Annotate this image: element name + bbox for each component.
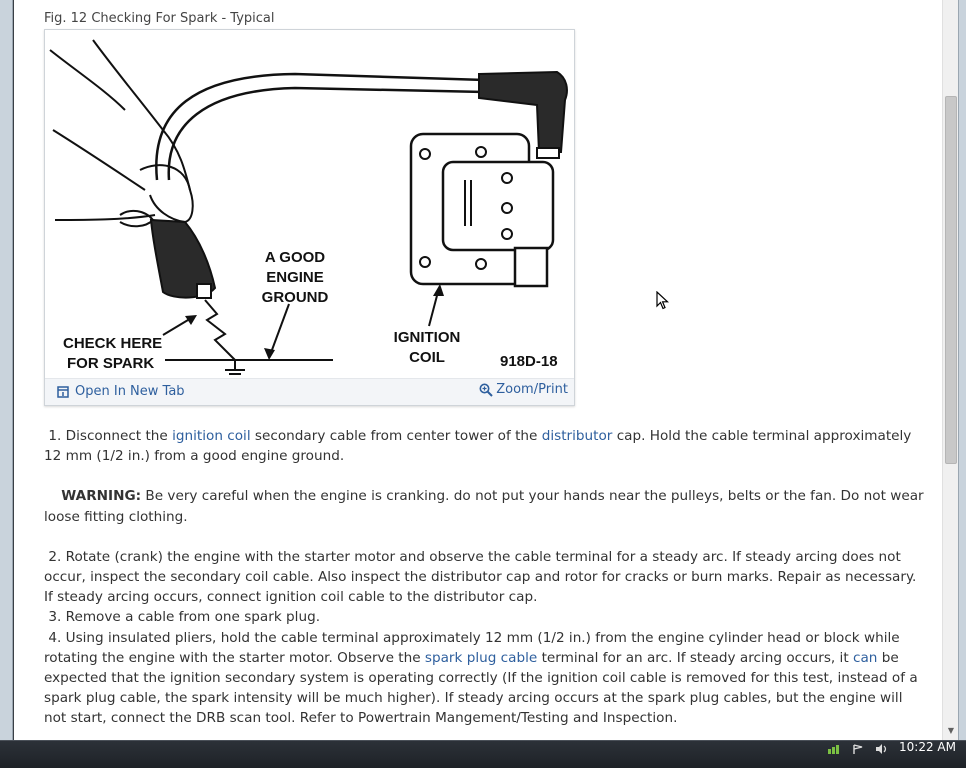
step-4-text-b: terminal for an arc. If steady arcing occurs, it	[537, 649, 853, 666]
step-4-text-c: be expected that the ignition secondary system is operating correctly (If the ignition coil cable is removed for this test, instead of a spark plug cable, the spark intensity will be much higher). If steady arcing occurs at the spark plug cables, but the engine will not start, connect the DRB scan tool. Refer to Powertrain Mangement/Testing and Inspection.	[44, 649, 918, 727]
step-4	[44, 628, 924, 729]
ignition-coil-link[interactable]: ignition coil	[172, 428, 251, 444]
can-link[interactable]: can	[852, 649, 878, 666]
step-2-text: 2. Rotate (crank) the engine with the starter motor and observe the cable terminal for a steady arc. If steady arcing does not occur, inspect the secondary coil cable. Also inspect the distributor cap and rotor for cracks or burn marks. Repair as necessary. If steady arcing occurs, connect ignition coil cable to the distributor cap.	[44, 548, 917, 606]
step-1-text-c: cap. Hold the cable terminal approximately 12 mm (1/2 in.) from a good engine ground.	[44, 428, 912, 465]
open-in-new-tab-icon	[57, 386, 69, 398]
step-4-text-a: 4. Using insulated pliers, hold the cable terminal approximately 12 mm (1/2 in.) from the engine cylinder head or block while rotating the engine with the starter motor. Observe the	[44, 629, 900, 666]
step-3-text: 3. Remove a cable from one spark plug.	[48, 609, 321, 626]
procedure-text	[44, 426, 924, 729]
vertical-scrollbar[interactable]	[942, 0, 958, 740]
mouse-pointer-icon	[656, 291, 670, 311]
taskbar-clock[interactable]: 10:22 AM	[899, 740, 956, 754]
spark-check-illustration	[45, 30, 574, 378]
label-check-here-2: FOR SPARK	[67, 355, 155, 372]
warning-text: Be very careful when the engine is cranking. do not put your hands near the pulleys, belts or the fan. Do not wear loose fitting clothing.	[44, 488, 924, 525]
figure-container	[44, 29, 575, 406]
network-icon[interactable]	[827, 744, 841, 754]
label-good-ground-3: GROUND	[261, 289, 329, 306]
distributor-link[interactable]: distributor	[541, 428, 613, 444]
window-right-frame	[958, 0, 966, 740]
label-good-ground-1: A GOOD	[264, 249, 326, 266]
zoom-print-link[interactable]	[479, 382, 568, 397]
spark-plug-cable-link[interactable]: spark plug cable	[424, 649, 538, 666]
warning	[44, 486, 924, 526]
taskbar	[0, 740, 966, 768]
label-figure-code: 918D-18	[500, 353, 558, 370]
warning-label: WARNING:	[61, 488, 142, 505]
step-1	[44, 426, 924, 466]
zoom-print-label: Zoom/Print	[496, 382, 568, 397]
open-in-new-tab-link[interactable]	[57, 384, 185, 399]
magnifier-zoom-icon	[479, 383, 493, 397]
figure-caption: Fig. 12 Checking For Spark - Typical	[44, 11, 275, 26]
page-content	[14, 0, 942, 740]
window-left-frame	[0, 0, 13, 740]
step-2	[44, 547, 924, 608]
label-ignition-coil-2: COIL	[409, 349, 445, 366]
step-1-text-b: secondary cable from center tower of the	[250, 428, 542, 444]
figure-toolbar	[45, 378, 574, 405]
label-check-here-1: CHECK HERE	[63, 335, 163, 352]
volume-icon[interactable]	[875, 744, 889, 754]
system-tray	[827, 740, 956, 754]
flag-icon[interactable]	[851, 744, 865, 754]
step-3	[44, 607, 924, 627]
scrollbar-thumb[interactable]	[945, 96, 957, 464]
open-in-new-tab-label: Open In New Tab	[75, 384, 185, 399]
scroll-down-arrow-icon[interactable]: ▼	[947, 726, 955, 735]
step-1-text-a: 1. Disconnect the	[48, 428, 173, 444]
label-good-ground-2: ENGINE	[266, 269, 324, 286]
label-ignition-coil-1: IGNITION	[393, 329, 461, 346]
